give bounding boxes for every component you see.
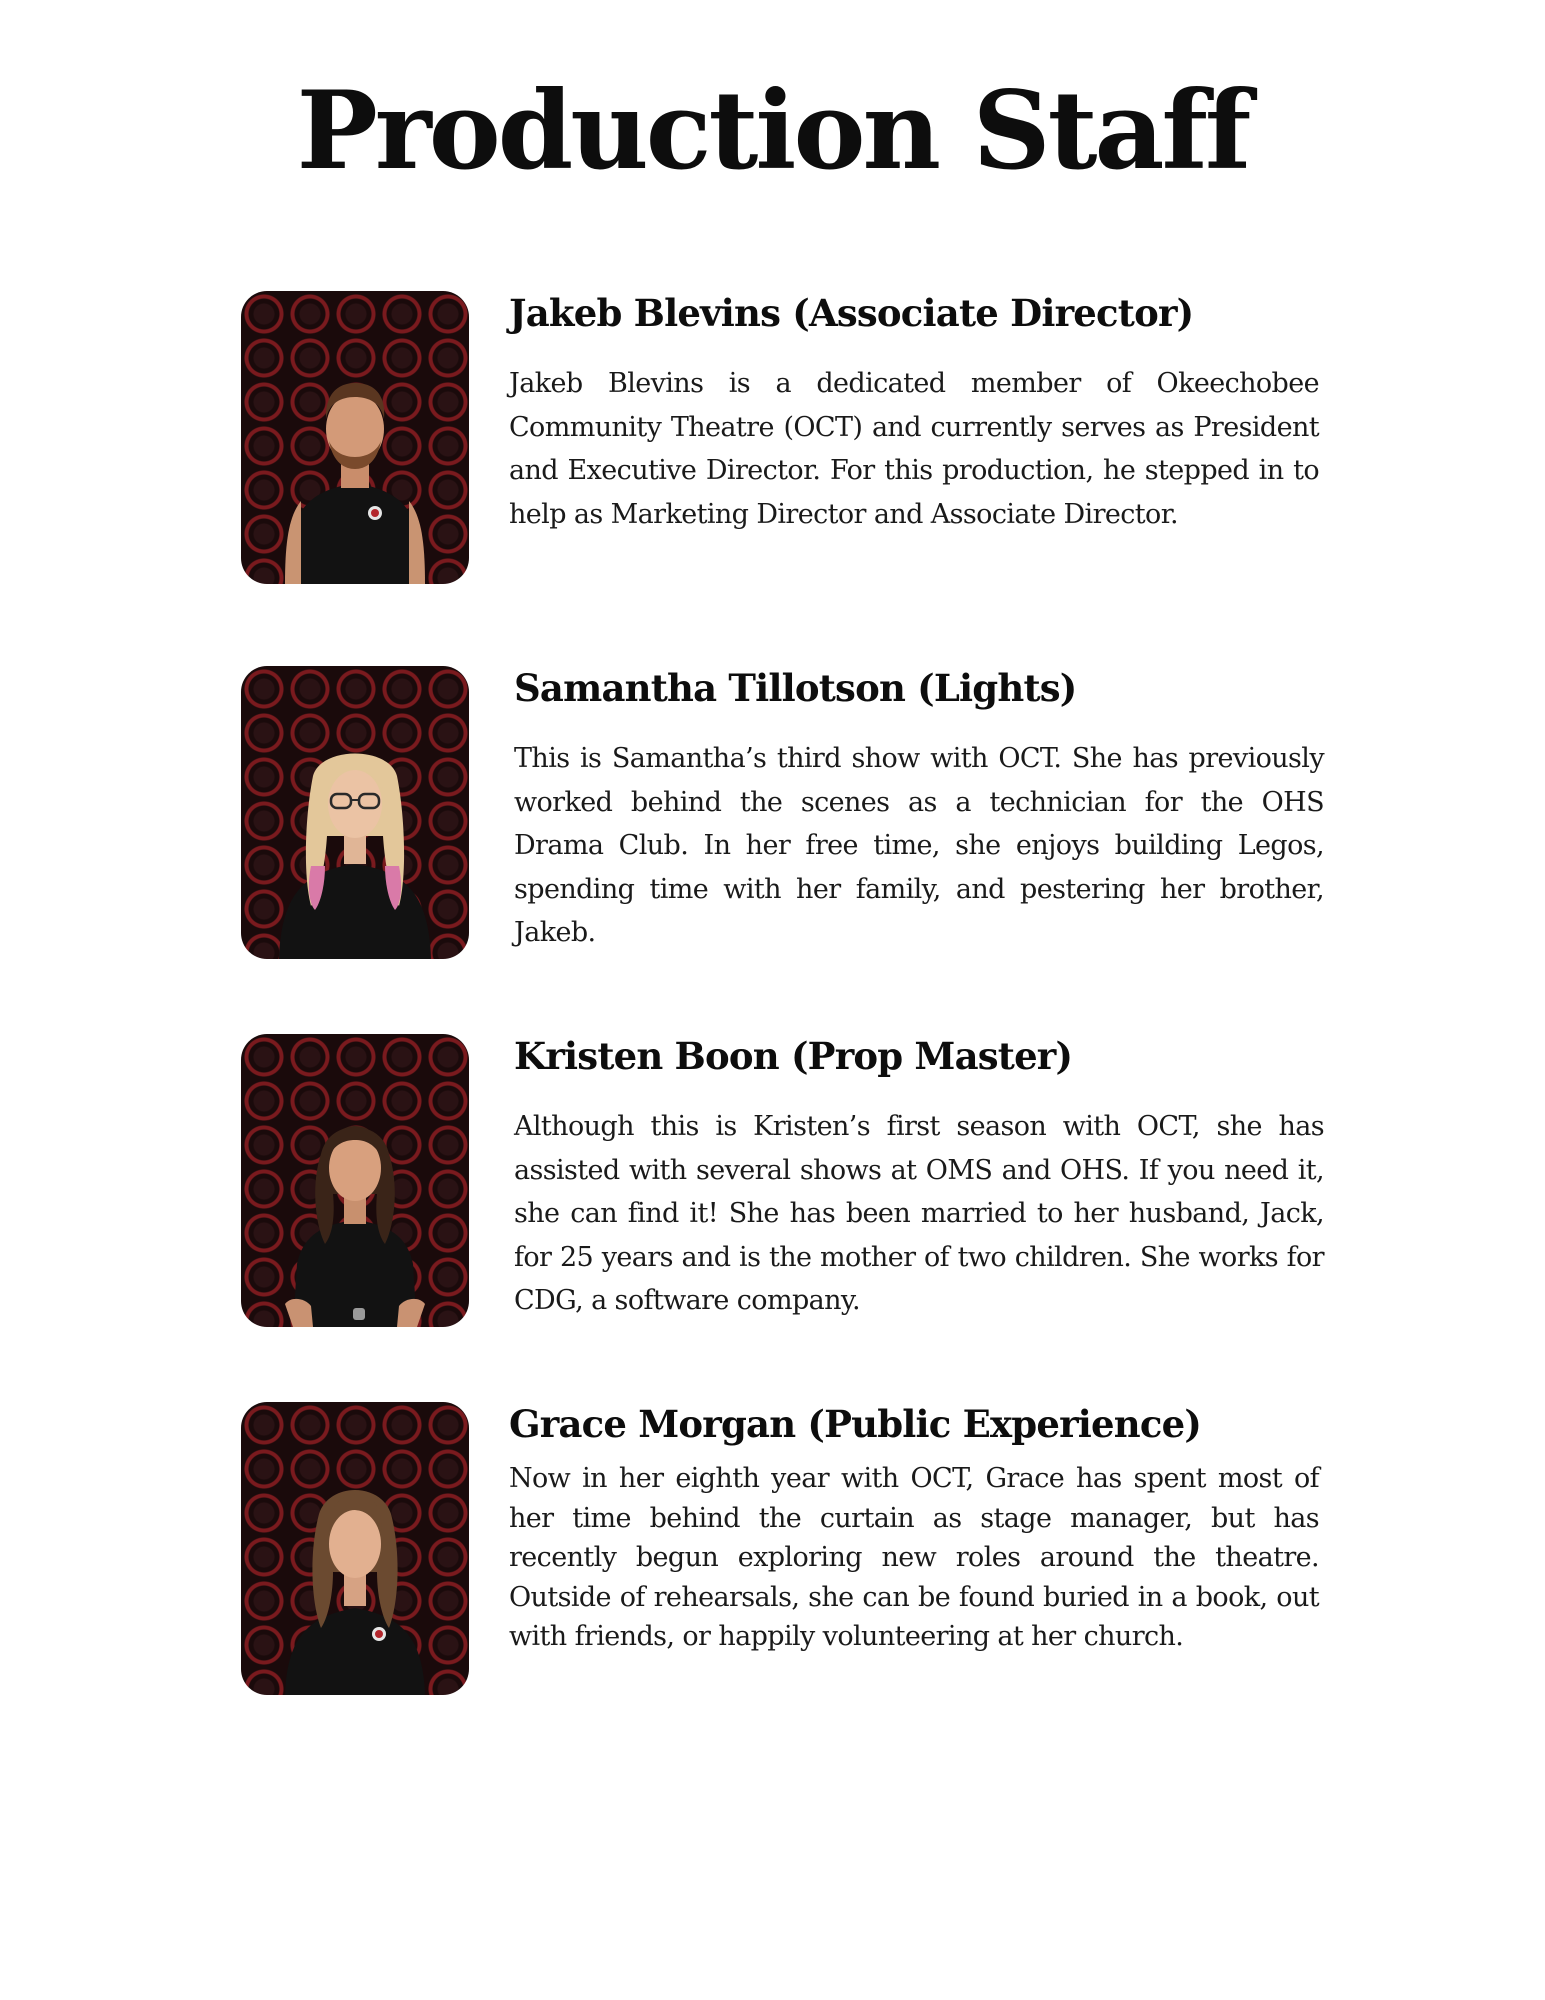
person-portrait-icon (241, 1034, 469, 1327)
page-title: Production Staff (296, 68, 1249, 194)
staff-bio: This is Samantha’s third show with OCT. She has previously worked behind the scenes as a technician for the OHS Drama Club. In her free time, she enjoys building Legos, spending time with her family, and pestering her brother, Jakeb. (514, 743, 1324, 948)
person-portrait-icon (241, 666, 469, 959)
staff-card-samantha (241, 666, 1324, 966)
person-portrait-icon (241, 1402, 469, 1695)
staff-name: Jakeb Blevins (Associate Director) (509, 291, 1194, 335)
staff-bio: Now in her eighth year with OCT, Grace has spent most of her time behind the curtain as stage manager, but has recently begun exploring new roles around the theatre. Outside of rehearsals, she can be found buried in a book, out with friends, or happily volunteering at her church. (509, 1463, 1319, 1652)
staff-photo (241, 666, 469, 959)
staff-photo (241, 1402, 469, 1695)
staff-bio: Although this is Kristen’s first season with OCT, she has assisted with several shows at OMS and OHS. If you need it, she can find it! She has been married to her husband, Jack, for 25 years and is the mother of two children. She works for CDG, a software company. (514, 1111, 1324, 1316)
staff-name: Samantha Tillotson (Lights) (514, 666, 1077, 710)
staff-card-jakeb (241, 291, 1319, 591)
staff-photo (241, 291, 469, 584)
staff-card-grace (241, 1402, 1319, 1702)
staff-bio: Jakeb Blevins is a dedicated member of Okeechobee Community Theatre (OCT) and currently serves as President and Executive Director. For this production, he stepped in to help as Marketing Director and Associate Director. (509, 368, 1319, 530)
staff-card-kristen (241, 1034, 1324, 1334)
staff-name: Grace Morgan (Public Experience) (509, 1402, 1202, 1446)
staff-photo (241, 1034, 469, 1327)
person-portrait-icon (241, 291, 469, 584)
staff-name: Kristen Boon (Prop Master) (514, 1034, 1073, 1078)
